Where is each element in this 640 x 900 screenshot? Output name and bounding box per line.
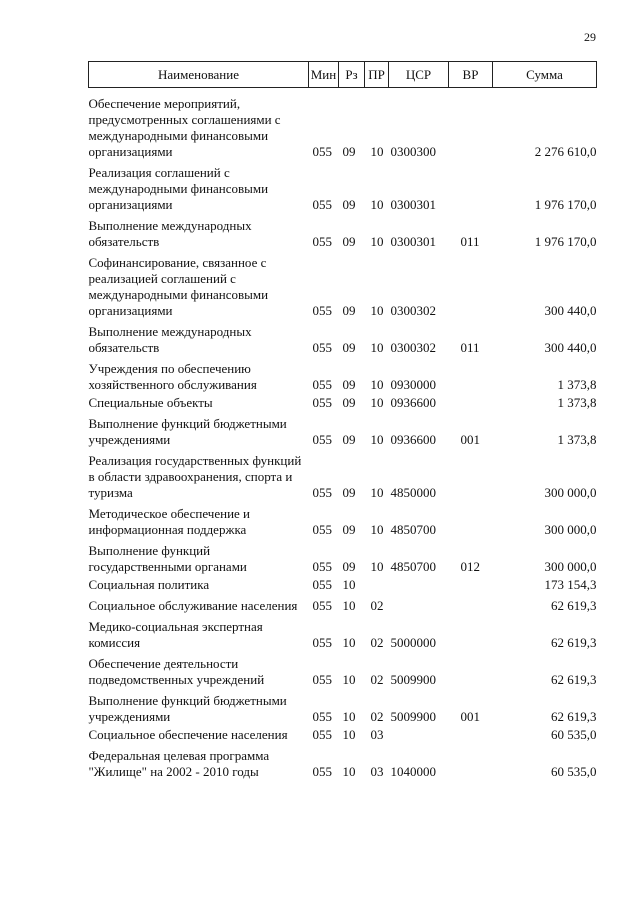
budget-table — [88, 61, 597, 780]
row-csr: 0300301 — [390, 197, 436, 212]
row-min: 055 — [312, 709, 332, 724]
row-sum: 62 619,3 — [551, 709, 597, 724]
header-rz: Рз — [339, 62, 365, 88]
row-rz: 10 — [342, 709, 356, 724]
row-min: 055 — [312, 598, 332, 613]
row-pr: 10 — [370, 144, 384, 159]
table-row — [89, 575, 597, 593]
row-rz: 10 — [342, 727, 356, 742]
row-name: Социальное обеспечение населения — [88, 727, 288, 742]
row-sum: 300 000,0 — [544, 485, 597, 500]
row-pr — [365, 575, 389, 593]
header-csr: ЦСР — [389, 62, 449, 88]
row-vr — [449, 393, 493, 411]
table-row — [89, 688, 597, 725]
row-rz: 09 — [342, 559, 356, 574]
row-pr: 02 — [370, 635, 384, 650]
row-pr: 10 — [370, 377, 384, 392]
row-csr: 0300302 — [390, 303, 436, 318]
row-name: Социальная политика — [88, 577, 210, 592]
row-rz: 10 — [342, 598, 356, 613]
row-rz: 09 — [342, 377, 356, 392]
row-csr — [389, 725, 449, 743]
row-name: Методическое обеспечение и информационная поддержка — [88, 506, 251, 537]
row-csr — [389, 593, 449, 614]
row-csr: 5009900 — [390, 709, 436, 724]
row-name: Реализация государственных функций в области здравоохранения, спорта и туризма — [88, 453, 302, 500]
table-row — [89, 393, 597, 411]
row-name: Обеспечение мероприятий, предусмотренных соглашениями с международными финансовыми организациями — [88, 96, 281, 159]
row-sum: 173 154,3 — [544, 577, 597, 592]
row-rz: 10 — [342, 672, 356, 687]
table-row — [89, 501, 597, 538]
row-min: 055 — [312, 432, 332, 447]
table-body — [89, 88, 597, 781]
row-rz: 10 — [342, 635, 356, 650]
table-row — [89, 88, 597, 161]
row-sum: 1 976 170,0 — [534, 234, 597, 249]
row-rz: 09 — [342, 432, 356, 447]
row-vr — [449, 448, 493, 501]
row-vr — [449, 725, 493, 743]
row-sum: 62 619,3 — [551, 635, 597, 650]
row-pr: 10 — [370, 340, 384, 355]
row-vr: 001 — [460, 432, 480, 447]
header-sum: Сумма — [493, 62, 597, 88]
row-vr — [449, 614, 493, 651]
row-csr: 4850000 — [390, 485, 436, 500]
header-min: Мин — [309, 62, 339, 88]
row-pr: 10 — [370, 432, 384, 447]
row-vr — [449, 743, 493, 780]
table-header — [89, 62, 597, 88]
row-rz: 09 — [342, 197, 356, 212]
row-min: 055 — [312, 485, 332, 500]
table-row — [89, 651, 597, 688]
row-min: 055 — [312, 559, 332, 574]
row-csr: 4850700 — [390, 559, 436, 574]
row-name: Обеспечение деятельности подведомственных учреждений — [88, 656, 265, 687]
row-min: 055 — [312, 340, 332, 355]
row-vr — [449, 501, 493, 538]
row-name: Выполнение функций государственными органами — [88, 543, 247, 574]
row-pr: 10 — [370, 303, 384, 318]
row-rz: 09 — [342, 485, 356, 500]
row-name: Медико-социальная экспертная комиссия — [88, 619, 263, 650]
row-csr: 0936600 — [390, 395, 436, 410]
row-rz: 10 — [342, 764, 356, 779]
row-vr — [449, 651, 493, 688]
row-name: Выполнение международных обязательств — [88, 324, 252, 355]
row-sum: 60 535,0 — [551, 727, 597, 742]
row-pr: 02 — [370, 598, 384, 613]
row-csr: 5000000 — [390, 635, 436, 650]
row-pr: 10 — [370, 234, 384, 249]
row-csr: 0300300 — [390, 144, 436, 159]
row-min: 055 — [312, 144, 332, 159]
row-vr: 001 — [460, 709, 480, 724]
row-sum: 2 276 610,0 — [534, 144, 597, 159]
table-row — [89, 743, 597, 780]
row-rz: 09 — [342, 340, 356, 355]
row-vr — [449, 575, 493, 593]
row-pr: 10 — [370, 395, 384, 410]
row-pr: 03 — [370, 764, 384, 779]
header-pr: ПР — [365, 62, 389, 88]
row-rz: 09 — [342, 303, 356, 318]
row-sum: 60 535,0 — [551, 764, 597, 779]
row-vr — [449, 160, 493, 213]
row-sum: 62 619,3 — [551, 598, 597, 613]
table-row — [89, 356, 597, 393]
row-sum: 1 373,8 — [557, 377, 597, 392]
row-min: 055 — [312, 727, 332, 742]
row-min: 055 — [312, 522, 332, 537]
row-sum: 62 619,3 — [551, 672, 597, 687]
row-rz: 09 — [342, 395, 356, 410]
row-sum: 300 440,0 — [544, 340, 597, 355]
row-rz: 09 — [342, 144, 356, 159]
row-sum: 1 976 170,0 — [534, 197, 597, 212]
row-name: Специальные объекты — [88, 395, 213, 410]
table-row — [89, 160, 597, 213]
row-vr: 012 — [460, 559, 480, 574]
row-csr: 0300301 — [390, 234, 436, 249]
row-vr: 011 — [460, 340, 480, 355]
header-vr: ВР — [449, 62, 493, 88]
table-row — [89, 319, 597, 356]
table-row — [89, 614, 597, 651]
table-row — [89, 411, 597, 448]
row-name: Выполнение функций бюджетными учреждениями — [88, 693, 287, 724]
row-csr: 4850700 — [390, 522, 436, 537]
row-pr: 10 — [370, 197, 384, 212]
row-sum: 300 000,0 — [544, 522, 597, 537]
row-rz: 09 — [342, 522, 356, 537]
table-row — [89, 538, 597, 575]
page-number: 29 — [584, 30, 596, 44]
row-name: Выполнение международных обязательств — [88, 218, 252, 249]
row-min: 055 — [312, 764, 332, 779]
table-row — [89, 250, 597, 319]
row-vr — [449, 356, 493, 393]
row-name: Выполнение функций бюджетными учреждениями — [88, 416, 287, 447]
row-sum: 1 373,8 — [557, 395, 597, 410]
row-min: 055 — [312, 577, 332, 592]
row-min: 055 — [312, 303, 332, 318]
row-sum: 300 440,0 — [544, 303, 597, 318]
row-csr — [389, 575, 449, 593]
row-csr: 0930000 — [390, 377, 436, 392]
row-name: Социальное обслуживание населения — [88, 598, 298, 613]
row-name: Учреждения по обеспечению хозяйственного обслуживания — [88, 361, 257, 392]
row-rz: 09 — [342, 234, 356, 249]
row-pr: 10 — [370, 485, 384, 500]
row-min: 055 — [312, 234, 332, 249]
row-pr: 10 — [370, 559, 384, 574]
row-vr: 011 — [460, 234, 480, 249]
row-csr: 0300302 — [390, 340, 436, 355]
row-pr: 02 — [370, 672, 384, 687]
row-name: Софинансирование, связанное с реализацией соглашений с международными финансовыми организациями — [88, 255, 269, 318]
row-min: 055 — [312, 395, 332, 410]
row-pr: 03 — [370, 727, 384, 742]
row-name: Федеральная целевая программа "Жилище" на 2002 - 2010 годы — [88, 748, 270, 779]
row-sum: 300 000,0 — [544, 559, 597, 574]
table-row — [89, 213, 597, 250]
table-row — [89, 448, 597, 501]
row-vr — [449, 593, 493, 614]
row-csr: 5009900 — [390, 672, 436, 687]
row-min: 055 — [312, 672, 332, 687]
row-csr: 1040000 — [390, 764, 436, 779]
row-pr: 10 — [370, 522, 384, 537]
row-vr — [449, 88, 493, 161]
row-min: 055 — [312, 377, 332, 392]
row-name: Реализация соглашений с международными финансовыми организациями — [88, 165, 269, 212]
row-rz: 10 — [342, 577, 356, 592]
table-row — [89, 593, 597, 614]
row-min: 055 — [312, 197, 332, 212]
row-min: 055 — [312, 635, 332, 650]
row-pr: 02 — [370, 709, 384, 724]
row-sum: 1 373,8 — [557, 432, 597, 447]
row-csr: 0936600 — [390, 432, 436, 447]
row-vr — [449, 250, 493, 319]
table-row — [89, 725, 597, 743]
header-name: Наименование — [89, 62, 309, 88]
